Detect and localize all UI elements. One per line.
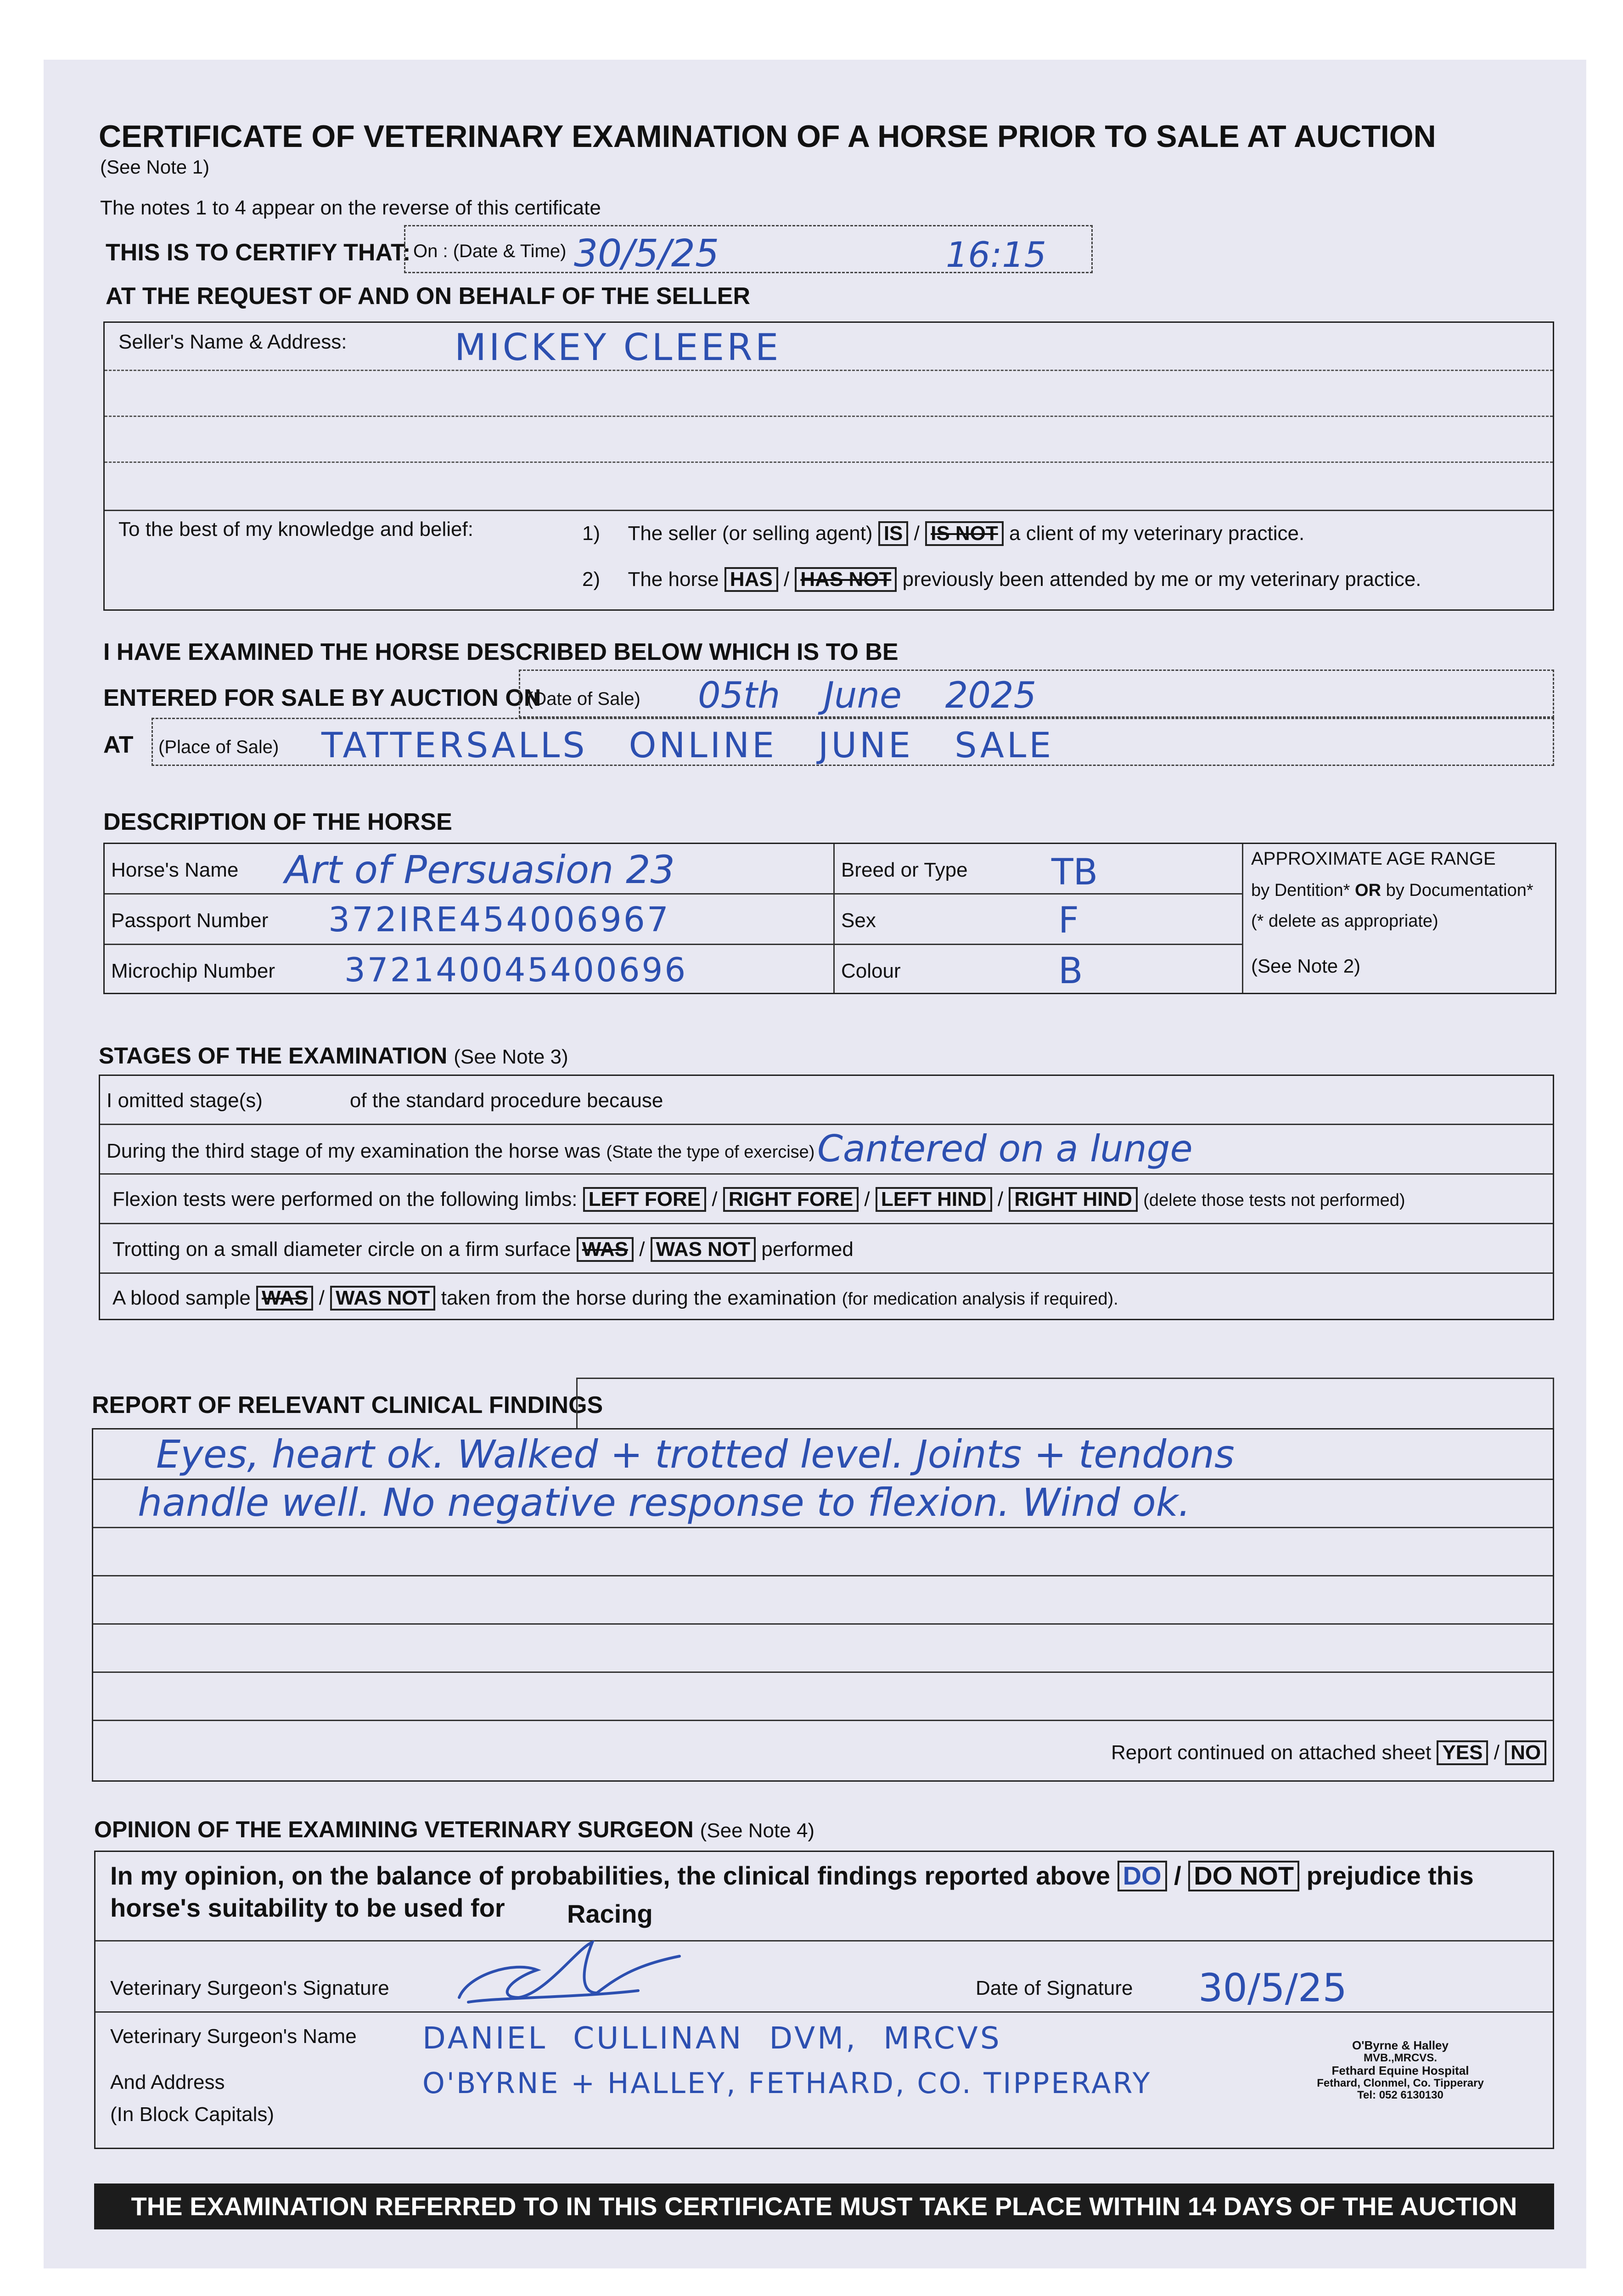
- stages-heading: STAGES OF THE EXAMINATION (See Note 3): [99, 1043, 568, 1069]
- microchip-number: 372140045400696: [344, 951, 688, 989]
- horse-name-label: Horse's Name: [111, 859, 239, 881]
- report-heading: REPORT OF RELEVANT CLINICAL FINDINGS: [92, 1392, 603, 1418]
- block-capitals-label: (In Block Capitals): [110, 2103, 275, 2126]
- practice-stamp: O'Byrne & Halley MVB.,MRCVS. Fethard Equine Hospital Fethard, Clonmel, Co. Tipperary Tel: 052 6130130: [1317, 2038, 1484, 2101]
- trot-was-option[interactable]: WAS: [577, 1237, 634, 1262]
- blood-was-not-option[interactable]: WAS NOT: [330, 1286, 435, 1311]
- is-option[interactable]: IS: [878, 521, 909, 546]
- horse-name: Art of Persuasion 23: [285, 847, 675, 892]
- vet-signature: [441, 1929, 698, 2016]
- footer-text: THE EXAMINATION REFERRED TO IN THIS CERTIFICATE MUST TAKE PLACE WITHIN 14 DAYS OF THE AUCTION: [131, 2192, 1517, 2221]
- certificate-title: CERTIFICATE OF VETERINARY EXAMINATION OF A HORSE PRIOR TO SALE AT AUCTION: [99, 119, 1436, 154]
- breed-value: TB: [1051, 852, 1098, 893]
- third-stage-exercise: Cantered on a lunge: [817, 1127, 1193, 1170]
- at-label: AT: [103, 732, 134, 758]
- colour-value: B: [1058, 951, 1083, 992]
- entered-label: ENTERED FOR SALE BY AUCTION ON: [103, 685, 541, 711]
- statement-1: 1) The seller (or selling agent) IS / IS NOT a client of my veterinary practice.: [582, 521, 1304, 546]
- on-date-time-label: On : (Date & Time): [413, 241, 567, 261]
- left-fore-option[interactable]: LEFT FORE: [583, 1187, 706, 1212]
- address-label: And Address: [110, 2071, 225, 2093]
- see-note-1: (See Note 1): [100, 156, 210, 178]
- vet-name-label: Veterinary Surgeon's Name: [110, 2025, 357, 2048]
- examined-heading: I HAVE EXAMINED THE HORSE DESCRIBED BELOW WHICH IS TO BE: [103, 639, 899, 665]
- is-not-option[interactable]: IS NOT: [925, 521, 1004, 546]
- passport-number: 372IRE454006967: [328, 900, 670, 940]
- description-heading: DESCRIPTION OF THE HORSE: [103, 809, 452, 835]
- continued-no-option[interactable]: NO: [1505, 1740, 1546, 1765]
- third-stage-text: During the third stage of my examination the horse was (State the type of exercise): [107, 1140, 815, 1162]
- date-of-signature: 30/5/25: [1198, 1965, 1347, 2010]
- statement-2: 2) The horse HAS / HAS NOT previously been attended by me or my veterinary practice.: [582, 567, 1421, 592]
- continued-yes-option[interactable]: YES: [1437, 1740, 1488, 1765]
- seller-name-label: Seller's Name & Address:: [118, 331, 347, 353]
- intended-use: Racing: [567, 1899, 653, 1928]
- blood-row: A blood sample WAS / WAS NOT taken from the horse during the examination (for medication analysis if required).: [112, 1286, 1118, 1311]
- has-option[interactable]: HAS: [724, 567, 778, 592]
- date-of-signature-label: Date of Signature: [976, 1977, 1133, 1999]
- date-of-sale-field[interactable]: [519, 670, 1554, 718]
- opinion-line-2: horse's suitability to be used for: [110, 1893, 505, 1922]
- request-heading: AT THE REQUEST OF AND ON BEHALF OF THE SELLER: [106, 283, 750, 310]
- date-of-sale-label: (Date of Sale): [527, 689, 640, 709]
- age-range-title: APPROXIMATE AGE RANGE: [1251, 849, 1496, 869]
- exam-time: 16:15: [946, 234, 1047, 275]
- passport-label: Passport Number: [111, 909, 269, 932]
- right-fore-option[interactable]: RIGHT FORE: [723, 1187, 859, 1212]
- place-of-sale: TATTERSALLS ONLINE JUNE SALE: [321, 725, 1054, 765]
- blood-was-option[interactable]: WAS: [256, 1286, 313, 1311]
- opinion-statement: In my opinion, on the balance of probabilities, the clinical findings reported above DO / DO NOT prejudice this: [110, 1861, 1474, 1891]
- vet-name: DANIEL CULLINAN DVM, MRCVS: [422, 2020, 1002, 2056]
- opinion-heading: OPINION OF THE EXAMINING VETERINARY SURGEON (See Note 4): [94, 1817, 815, 1842]
- report-line-1: Eyes, heart ok. Walked + trotted level. Joints + tendons: [156, 1432, 1235, 1477]
- vet-address: O'BYRNE + HALLEY, FETHARD, CO. TIPPERARY: [422, 2066, 1152, 2100]
- trot-row: Trotting on a small diameter circle on a firm surface WAS / WAS NOT performed: [112, 1237, 854, 1262]
- trot-was-not-option[interactable]: WAS NOT: [651, 1237, 756, 1262]
- flexion-row: Flexion tests were performed on the following limbs: LEFT FORE / RIGHT FORE / LEFT HIND / RIGHT HIND (delete those tests not performed): [112, 1187, 1405, 1212]
- do-option[interactable]: DO: [1118, 1861, 1167, 1891]
- notes-text: The notes 1 to 4 appear on the reverse of this certificate: [100, 197, 601, 219]
- seller-name: MICKEY CLEERE: [455, 326, 781, 369]
- left-hind-option[interactable]: LEFT HIND: [876, 1187, 992, 1212]
- omitted-stages-text: I omitted stage(s) of the standard procedure because: [107, 1089, 663, 1112]
- microchip-label: Microchip Number: [111, 960, 275, 982]
- sex-value: F: [1058, 900, 1079, 941]
- sex-label: Sex: [841, 909, 876, 932]
- report-continued: Report continued on attached sheet YES / NO: [1111, 1740, 1546, 1765]
- age-delete-note: (* delete as appropriate): [1251, 912, 1438, 931]
- report-line-2: handle well. No negative response to flexion. Wind ok.: [138, 1480, 1191, 1525]
- colour-label: Colour: [841, 960, 901, 982]
- do-not-option[interactable]: DO NOT: [1188, 1861, 1299, 1891]
- knowledge-label: To the best of my knowledge and belief:: [118, 518, 473, 540]
- age-range-method: by Dentition* OR by Documentation*: [1251, 881, 1533, 900]
- breed-label: Breed or Type: [841, 859, 968, 881]
- signature-label: Veterinary Surgeon's Signature: [110, 1977, 389, 1999]
- has-not-option[interactable]: HAS NOT: [795, 567, 897, 592]
- right-hind-option[interactable]: RIGHT HIND: [1009, 1187, 1138, 1212]
- place-of-sale-label: (Place of Sale): [158, 737, 279, 757]
- age-see-note: (See Note 2): [1251, 955, 1361, 977]
- certify-label: THIS IS TO CERTIFY THAT:: [106, 239, 411, 266]
- date-of-sale: 05th June 2025: [698, 675, 1037, 716]
- exam-date: 30/5/25: [574, 232, 719, 276]
